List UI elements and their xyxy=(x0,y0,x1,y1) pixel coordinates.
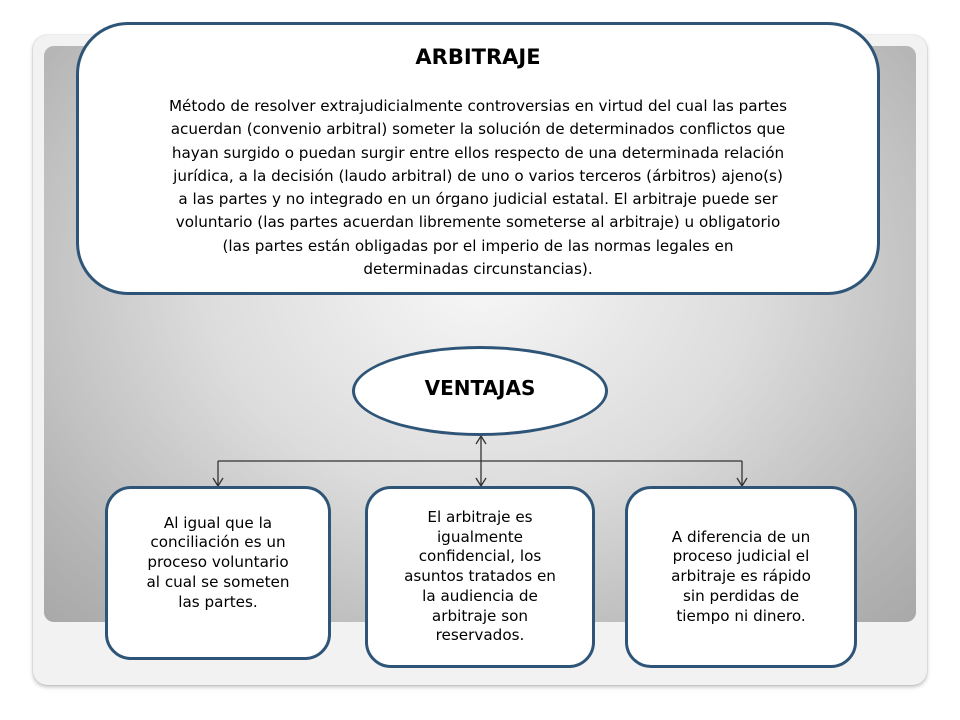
definition-line: hayan surgido o puedan surgir entre ellos respecto de una determinada relación xyxy=(171,143,785,162)
advantage-line: al cual se someten xyxy=(146,572,290,591)
advantage-line: arbitraje son xyxy=(431,606,529,625)
definition-line: voluntario (las partes acuerdan libremente someterse al arbitraje) u obligatorio xyxy=(175,213,781,232)
definition-line: acuerdan (convenio arbitral) someter la solución de determinados conflictos que xyxy=(170,120,786,139)
advantage-line: la audiencia de xyxy=(422,586,538,605)
advantage-text xyxy=(671,528,811,627)
definition-line: (las partes están obligadas por el imperio de las normas legales en xyxy=(222,236,734,255)
advantage-line: conciliación es un xyxy=(150,533,286,552)
definition-line: determinadas circunstancias). xyxy=(363,260,593,279)
advantage-box-fast xyxy=(625,486,857,668)
advantage-line: Al igual que la xyxy=(163,513,273,532)
advantage-line: tiempo ni dinero. xyxy=(676,606,806,625)
advantage-line: proceso judicial el xyxy=(672,547,810,566)
advantage-box-voluntary xyxy=(105,486,331,660)
ventajas-ellipse xyxy=(352,346,608,436)
definition-line: Método de resolver extrajudicialmente controversias en virtud del cual las partes xyxy=(168,97,788,115)
definition-title: ARBITRAJE xyxy=(415,45,541,69)
advantage-text xyxy=(404,508,556,647)
advantage-line: A diferencia de un xyxy=(671,527,811,546)
ventajas-label: VENTAJAS xyxy=(424,376,536,400)
advantage-line: reservados. xyxy=(435,626,525,645)
advantage-text xyxy=(146,514,289,613)
advantage-line: las partes. xyxy=(178,592,258,611)
advantage-line: El arbitraje es xyxy=(427,507,533,526)
advantage-line: asuntos tratados en xyxy=(404,567,556,586)
definition-line: jurídica, a la decisión (laudo arbitral) de uno o varios terceros (árbitros) ajeno(s) xyxy=(173,166,783,185)
definition-line: a las partes y no integrado en un órgano judicial estatal. El arbitraje puede ser xyxy=(178,190,778,209)
advantage-line: arbitraje es rápido xyxy=(671,567,811,586)
advantage-line: sin perdidas de xyxy=(682,586,800,605)
advantage-box-confidential xyxy=(365,486,595,668)
advantage-line: confidencial, los xyxy=(418,547,542,566)
advantage-line: igualmente xyxy=(436,527,524,546)
advantage-line: proceso voluntario xyxy=(147,553,289,572)
